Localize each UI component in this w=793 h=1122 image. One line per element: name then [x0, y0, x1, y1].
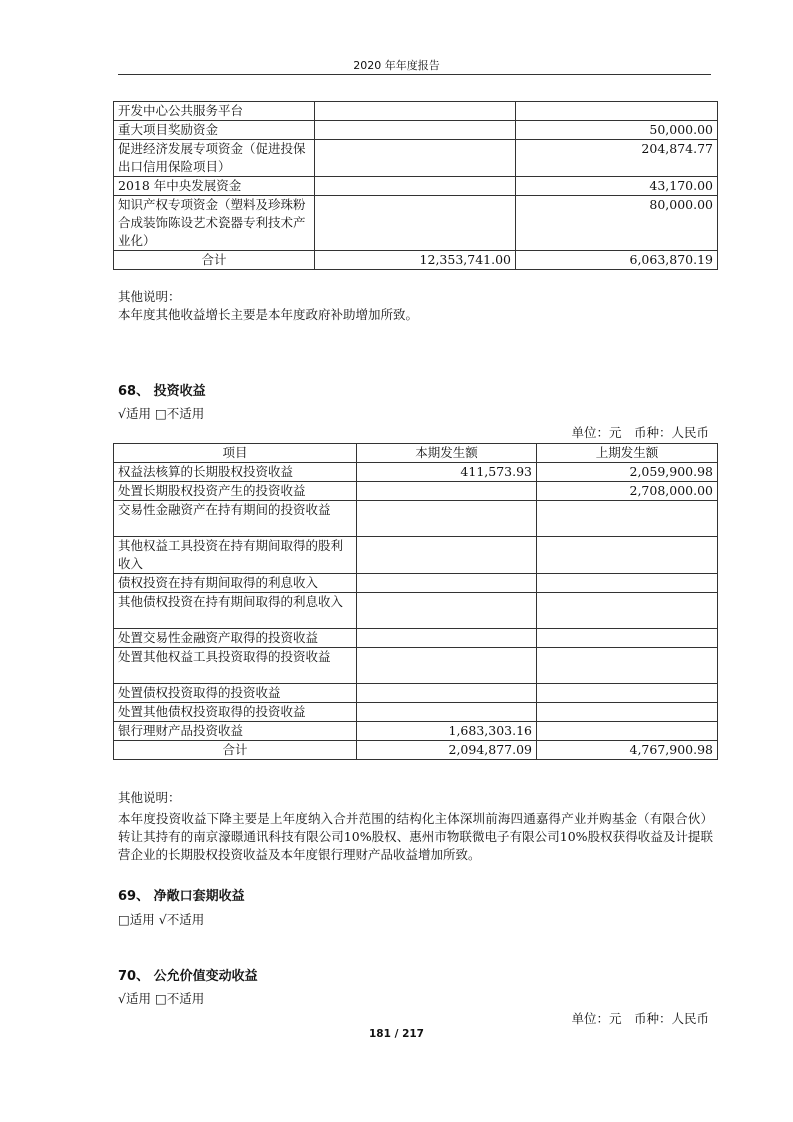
investment-income-table [113, 443, 718, 760]
section-heading: 69、 净敞口套期收益 [118, 889, 245, 904]
section-heading: 68、 投资收益 [118, 384, 206, 399]
row-previous: 2,059,900.98 [537, 463, 718, 482]
row-current [357, 629, 537, 648]
table-header-row [114, 444, 718, 463]
row-current [357, 593, 537, 629]
total-current: 12,353,741.00 [315, 251, 516, 270]
row-item: 开发中心公共服务平台 [114, 102, 315, 121]
row-previous: 43,170.00 [516, 177, 718, 196]
applicability-checkbox: √适用 □不适用 [118, 991, 205, 1006]
row-current [315, 140, 516, 177]
row-item: 处置长期股权投资产生的投资收益 [114, 482, 357, 501]
table-row [114, 102, 718, 121]
column-header-previous: 上期发生额 [537, 444, 718, 463]
row-item: 其他权益工具投资在持有期间取得的股利收入 [114, 537, 357, 574]
note-text: 本年度其他收益增长主要是本年度政府补助增加所致。 [118, 307, 419, 322]
unit-currency-label: 单位：元 币种：人民币 [571, 1011, 709, 1026]
row-previous: 80,000.00 [516, 196, 718, 251]
row-previous: 50,000.00 [516, 121, 718, 140]
note-title: 其他说明： [118, 790, 181, 805]
applicability-checkbox: □适用 √不适用 [118, 912, 205, 927]
row-current [357, 501, 537, 537]
row-item: 促进经济发展专项资金（促进投保出口信用保险项目） [114, 140, 315, 177]
table-row [114, 593, 718, 629]
row-current [357, 537, 537, 574]
table-row [114, 703, 718, 722]
row-item: 债权投资在持有期间取得的利息收入 [114, 574, 357, 593]
total-current: 2,094,877.09 [357, 741, 537, 760]
table-total-row [114, 741, 718, 760]
row-previous [537, 537, 718, 574]
row-current [315, 196, 516, 251]
row-previous: 2,708,000.00 [537, 482, 718, 501]
table-row [114, 574, 718, 593]
row-current: 411,573.93 [357, 463, 537, 482]
row-current [357, 684, 537, 703]
row-item: 处置交易性金融资产取得的投资收益 [114, 629, 357, 648]
table-row [114, 722, 718, 741]
page-header-title: 2020 年年度报告 [353, 59, 440, 72]
table-row [114, 537, 718, 574]
row-current [315, 121, 516, 140]
row-item: 银行理财产品投资收益 [114, 722, 357, 741]
row-current [357, 482, 537, 501]
page-number: 181 / 217 [369, 1028, 424, 1040]
row-current [357, 648, 537, 684]
row-item: 权益法核算的长期股权投资收益 [114, 463, 357, 482]
subsidy-table [113, 101, 718, 270]
table-row [114, 140, 718, 177]
column-header-item: 项目 [114, 444, 357, 463]
row-item: 交易性金融资产在持有期间的投资收益 [114, 501, 357, 537]
row-previous [537, 648, 718, 684]
table-total-row [114, 251, 718, 270]
table-row [114, 684, 718, 703]
row-current [315, 177, 516, 196]
row-previous [537, 501, 718, 537]
row-previous [537, 629, 718, 648]
table-row [114, 121, 718, 140]
applicability-checkbox: √适用 □不适用 [118, 406, 205, 421]
column-header-current: 本期发生额 [357, 444, 537, 463]
row-item: 重大项目奖励资金 [114, 121, 315, 140]
table-row [114, 482, 718, 501]
total-label: 合计 [114, 741, 357, 760]
row-item: 处置其他权益工具投资取得的投资收益 [114, 648, 357, 684]
row-current [357, 703, 537, 722]
row-previous [537, 722, 718, 741]
note-title: 其他说明： [118, 289, 181, 304]
table-row [114, 629, 718, 648]
table-row [114, 196, 718, 251]
row-item: 知识产权专项资金（塑料及珍珠粉合成装饰陈设艺术瓷器专利技术产业化） [114, 196, 315, 251]
total-previous: 4,767,900.98 [537, 741, 718, 760]
row-previous [537, 574, 718, 593]
section-heading: 70、 公允价值变动收益 [118, 969, 258, 984]
row-current [315, 102, 516, 121]
row-item: 2018 年中央发展资金 [114, 177, 315, 196]
row-current [357, 574, 537, 593]
row-item: 处置债权投资取得的投资收益 [114, 684, 357, 703]
row-previous [516, 102, 718, 121]
table-row [114, 463, 718, 482]
row-item: 处置其他债权投资取得的投资收益 [114, 703, 357, 722]
row-item: 其他债权投资在持有期间取得的利息收入 [114, 593, 357, 629]
row-previous [537, 703, 718, 722]
row-previous: 204,874.77 [516, 140, 718, 177]
row-previous [537, 684, 718, 703]
total-label: 合计 [114, 251, 315, 270]
table-row [114, 501, 718, 537]
row-previous [537, 593, 718, 629]
table-row [114, 177, 718, 196]
header-divider [118, 74, 711, 75]
row-current: 1,683,303.16 [357, 722, 537, 741]
table-row [114, 648, 718, 684]
total-previous: 6,063,870.19 [516, 251, 718, 270]
unit-currency-label: 单位：元 币种：人民币 [571, 425, 709, 440]
note-text: 本年度投资收益下降主要是上年度纳入合并范围的结构化主体深圳前海四通嘉得产业并购基金（有限合伙）转让其持有的南京濠暻通讯科技有限公司10%股权、惠州市物联微电子有限公司10%股权获得收益及计提联营企业的长期股权投资收益及本年度银行理财产品收益增加所致。 [118, 811, 713, 862]
